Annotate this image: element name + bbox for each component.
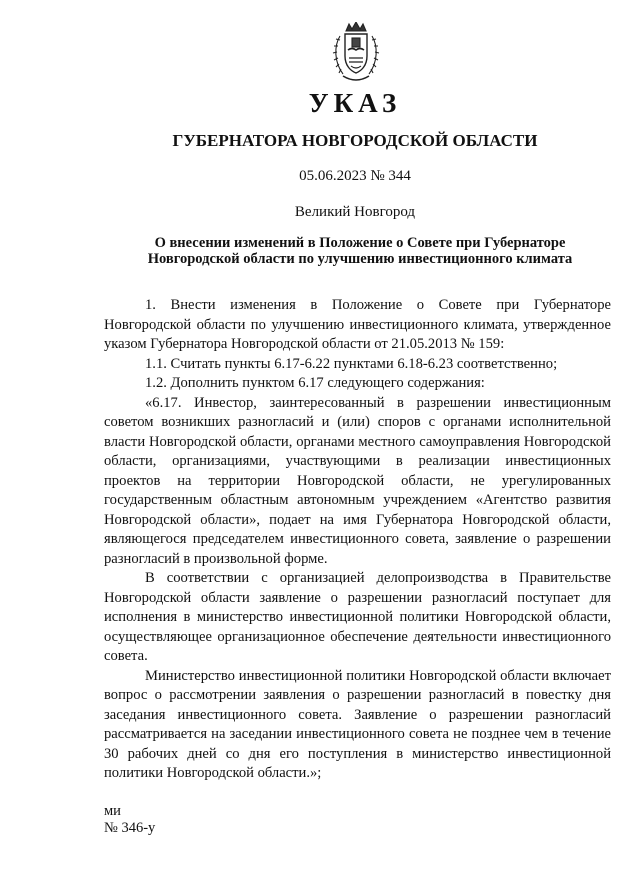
document-heading: О внесении изменений в Положение о Совете при Губернаторе Новгородской области по улучшению инвестиционного климата [147,235,573,267]
paragraph: 1.2. Дополнить пунктом 6.17 следующего содержания: [145,375,485,391]
paragraph: 1. Внести изменения в Положение о Совете при Губернаторе Новгородской области по улучшению инвестиционного климата, утвержденное указом Губернатора Новгородской области от 21.05.2013 № 159: [104,297,611,352]
footer-initials: ми [104,803,121,819]
date-number: 05.06.2023 № 344 [299,168,411,184]
paragraph: «6.17. Инвестор, заинтересованный в разрешении инвестиционным советом возникших разногласий и (или) споров с органами исполнительной власти Новгородской области, органами местного самоуправления Новгородской области, организациями, участвующими в реализации инвестиционных проектов на территории Новгородской области, не урегулированных государственным областным автономным учреждением «Агентство развития Новгородской области», подает на имя Губернатора Новгородской области, являющегося председателем инвестиционного совета, заявление о разрешении разногласий в произвольной форме. [104,394,611,567]
document-body [104,296,611,784]
paragraph: 1.1. Считать пункты 6.17-6.22 пунктами 6.18-6.23 соответственно; [145,355,558,372]
paragraph: В соответствии с организацией делопроизводства в Правительстве Новгородской области заявление о разрешении разногласий поступает для исполнения в министерство инвестиционной политики Новгородской области, осуществляющее организационное обеспечение деятельности инвестиционного совета. [104,570,611,664]
place-of-issue: Великий Новгород [294,204,416,220]
coat-of-arms-icon [331,22,381,84]
footer-reference: № 346-у [104,820,156,836]
document-title: УКАЗ [308,88,402,118]
document-footer [104,803,155,837]
document-subtitle: ГУБЕРНАТОРА НОВГОРОДСКОЙ ОБЛАСТИ [172,131,538,150]
paragraph: Министерство инвестиционной политики Новгородской области включает вопрос о рассмотрении заявления о разрешении разногласий в повестку дня заседания инвестиционного совета. Заявление о разрешении разногласий рассматривается на заседании инвестиционного совета не позднее чем в течение 30 рабочих дней со дня его поступления в министерство инвестиционной политики Новгородской области.»; [104,667,611,781]
